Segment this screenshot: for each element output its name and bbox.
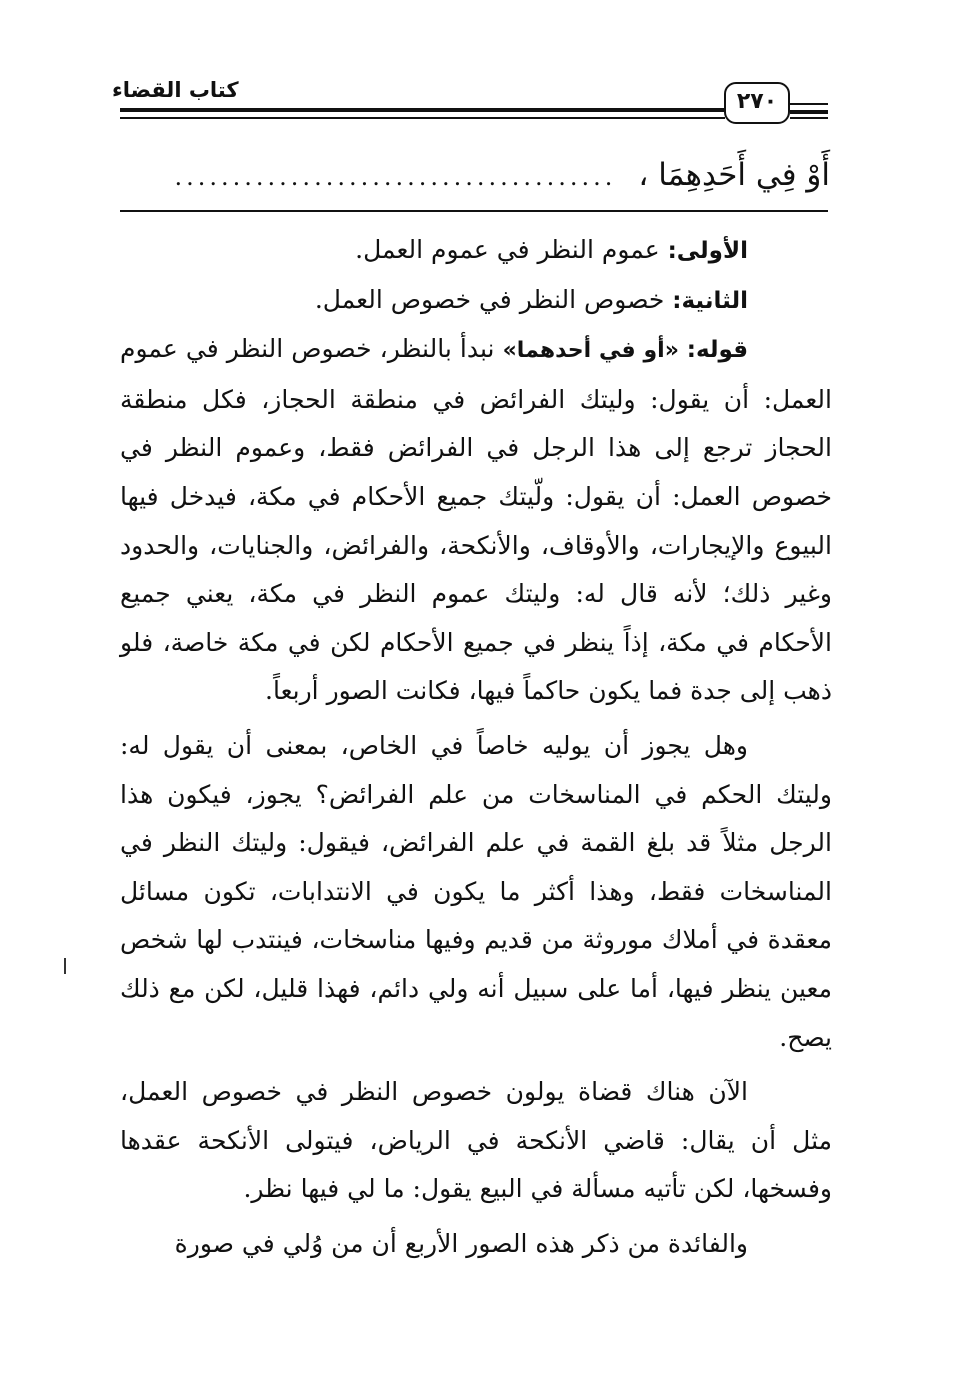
paragraph-current-judges: الآن هناك قضاة يولون خصوص النظر في خصوص العمل، مثل أن يقال: قاضي الأنكحة في الرياض، فيتولى الأنكحة عقدها وفسخها، لكن تأتيه مسألة في البيع يقول: ما لي فيها نظر. bbox=[120, 1077, 832, 1204]
header-rule-right-bottom bbox=[790, 117, 828, 119]
second-case-text: خصوص النظر في خصوص العمل. bbox=[314, 284, 673, 314]
qawluhu-quote: «أو في أحدهما» bbox=[502, 338, 687, 364]
first-case-line bbox=[120, 226, 832, 276]
margin-mark bbox=[64, 958, 66, 974]
matn-phrase: أَوْ فِي أَحَدِهِمَا ، bbox=[638, 157, 830, 193]
first-case-text: عموم النظر في عموم العمل. bbox=[355, 235, 668, 264]
paragraph-specific-in-specific: وهل يجوز أن يوليه خاصاً في الخاص، بمعنى أن يقول له: وليتك الحكم في المناسخات من علم الفرائض؟ يجوز، فيكون هذا الرجل مثلاً قد بلغ القمة في علم الفرائض، فيقول: وليتك النظر في المناسخات فقط، وهذا أكثر ما يكون في الانتدابات، تكون مسائل معقدة في أملاك موروثة من قديم وفيها مناسخات، فينتدب لها شخص معين ينظر فيها، أما على سبيل أنه ولي دائم، فهذا قليل، لكن مع ذلك يصح. bbox=[120, 730, 832, 1052]
header-rule-right-middle bbox=[790, 110, 828, 114]
header-rule-thin bbox=[120, 117, 725, 119]
header-rule-right-top bbox=[790, 103, 828, 105]
page-number: ٢٧٠ bbox=[724, 82, 790, 124]
matn-dots: ...................................... bbox=[174, 163, 617, 191]
qawluhu-text: نبدأ بالنظر، خصوص النظر في عموم العمل: أن يقول: وليتك الفرائض في منطقة الحجاز، فكل منطقة الحجاز ترجع إلى هذا الرجل في الفرائض فقط، وعموم النظر في خصوص العمل: أن يقول: ولّيتك جميع الأحكام في مكة، فيدخل فيها البيوع والإيجارات، والأوقاف، والأنكحة، والفرائض، والجنايات، والحدود وغير ذلك؛ لأنه قال له: وليتك عموم النظر في مكة، يعني جميع الأحكام في مكة، إذاً ينظر في جميع الأحكام لكن في مكة خاصة، فلو ذهب إلى جدة فما يكون حاكماً فيها، فكانت الصور أربعاً. bbox=[120, 334, 832, 706]
matn-text bbox=[175, 150, 830, 202]
first-case-label: الأولى: bbox=[667, 238, 748, 264]
qawluhu-label: قوله: bbox=[686, 337, 749, 364]
commentary-body bbox=[120, 226, 832, 1268]
running-header-title: كتاب القضاء bbox=[112, 78, 239, 102]
second-case-line bbox=[120, 276, 832, 326]
matn-divider bbox=[120, 210, 828, 212]
header-rule-thick bbox=[120, 108, 725, 112]
qawluhu-paragraph bbox=[120, 325, 832, 716]
second-case-label: الثانية: bbox=[672, 287, 748, 314]
paragraph-benefit: والفائدة من ذكر هذه الصور الأربع أن من وُلي في صورة bbox=[174, 1228, 748, 1258]
